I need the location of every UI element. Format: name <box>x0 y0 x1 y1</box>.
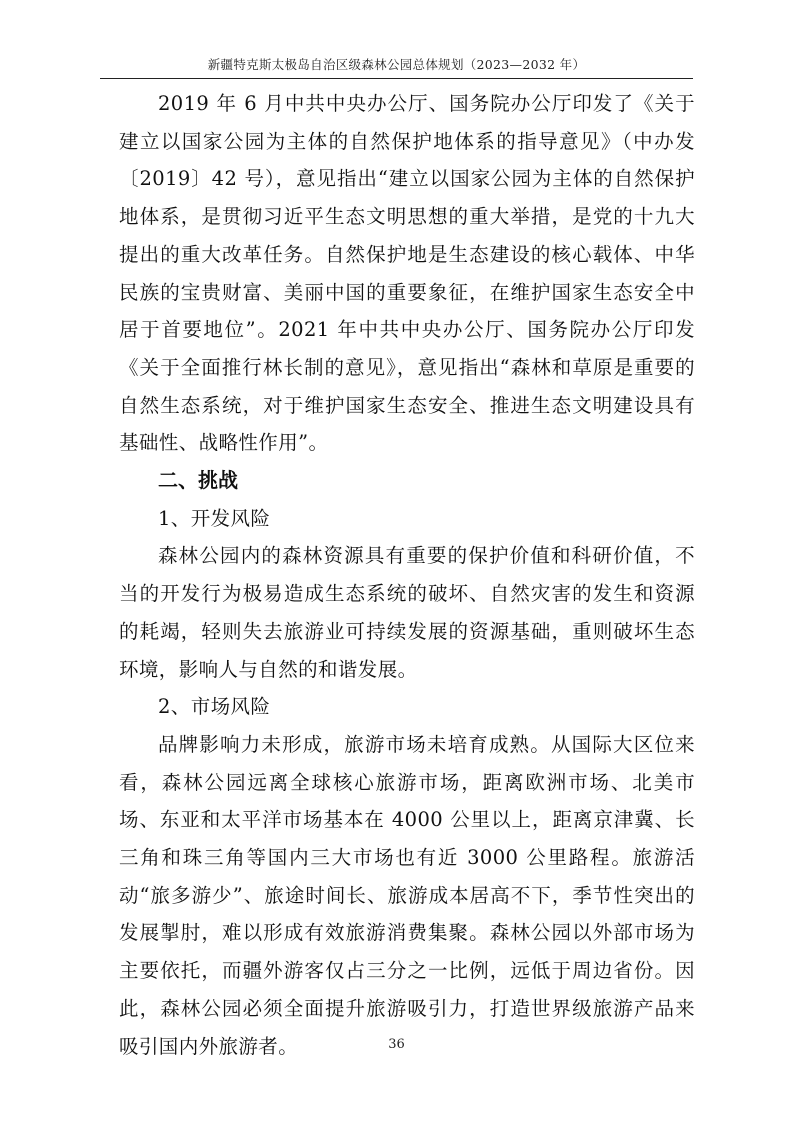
intro-paragraph: 2019 年 6 月中共中央办公厅、国务院办公厅印发了《关于建立以国家公园为主体的自然保护地体系的指导意见》（中办发〔2019〕42 号），意见指出“建立以国家公园为主体的自然保护地体系，是贯彻习近平生态文明思想的重大举措，是党的十九大提出的重大改革任务。自然保护地是生态建设的核心载体、中华民族的宝贵财富、美丽中国的重要象征，在维护国家生态安全中居于首要地位”。2021 年中共中央办公厅、国务院办公厅印发《关于全面推行林长制的意见》，意见指出“森林和草原是重要的自然生态系统，对于维护国家生态安全、推进生态文明建设具有基础性、战略性作用”。 <box>119 92 695 455</box>
subsection-title-development-risk: 1、开发风险 <box>158 506 271 530</box>
running-header: 新疆特克斯太极岛自治区级森林公园总体规划（2023—2032 年） <box>207 57 586 72</box>
section-heading-challenges: 二、挑战 <box>158 468 238 493</box>
development-risk-paragraph: 森林公园内的森林资源具有重要的保护价值和科研价值，不当的开发行为极易造成生态系统的破坏、自然灾害的发生和资源的耗竭，轻则失去旅游业可持续发展的资源基础，重则破坏生态环境，影响人与自然的和谐发展。 <box>119 544 695 681</box>
subsection-title-market-risk: 2、市场风险 <box>158 695 271 719</box>
page-body <box>119 85 695 1065</box>
header-divider <box>100 78 693 79</box>
market-risk-paragraph: 品牌影响力未形成，旅游市场未培育成熟。从国际大区位来看，森林公园远离全球核心旅游市场，距离欧洲市场、北美市场、东亚和太平洋市场基本在 4000 公里以上，距离京津冀、长三角和珠三角等国内三大市场也有近 3000 公里路程。旅游活动“旅多游少”、旅途时间长、旅游成本居高不下，季节性突出的发展掣肘，难以形成有效旅游消费集聚。森林公园以外部市场为主要依托，而疆外游客仅占三分之一比例，远低于周边省份。因此，森林公园必须全面提升旅游吸引力，打造世界级旅游产品来吸引国内外旅游者。 <box>119 732 695 1058</box>
page-number: 36 <box>388 1037 405 1052</box>
